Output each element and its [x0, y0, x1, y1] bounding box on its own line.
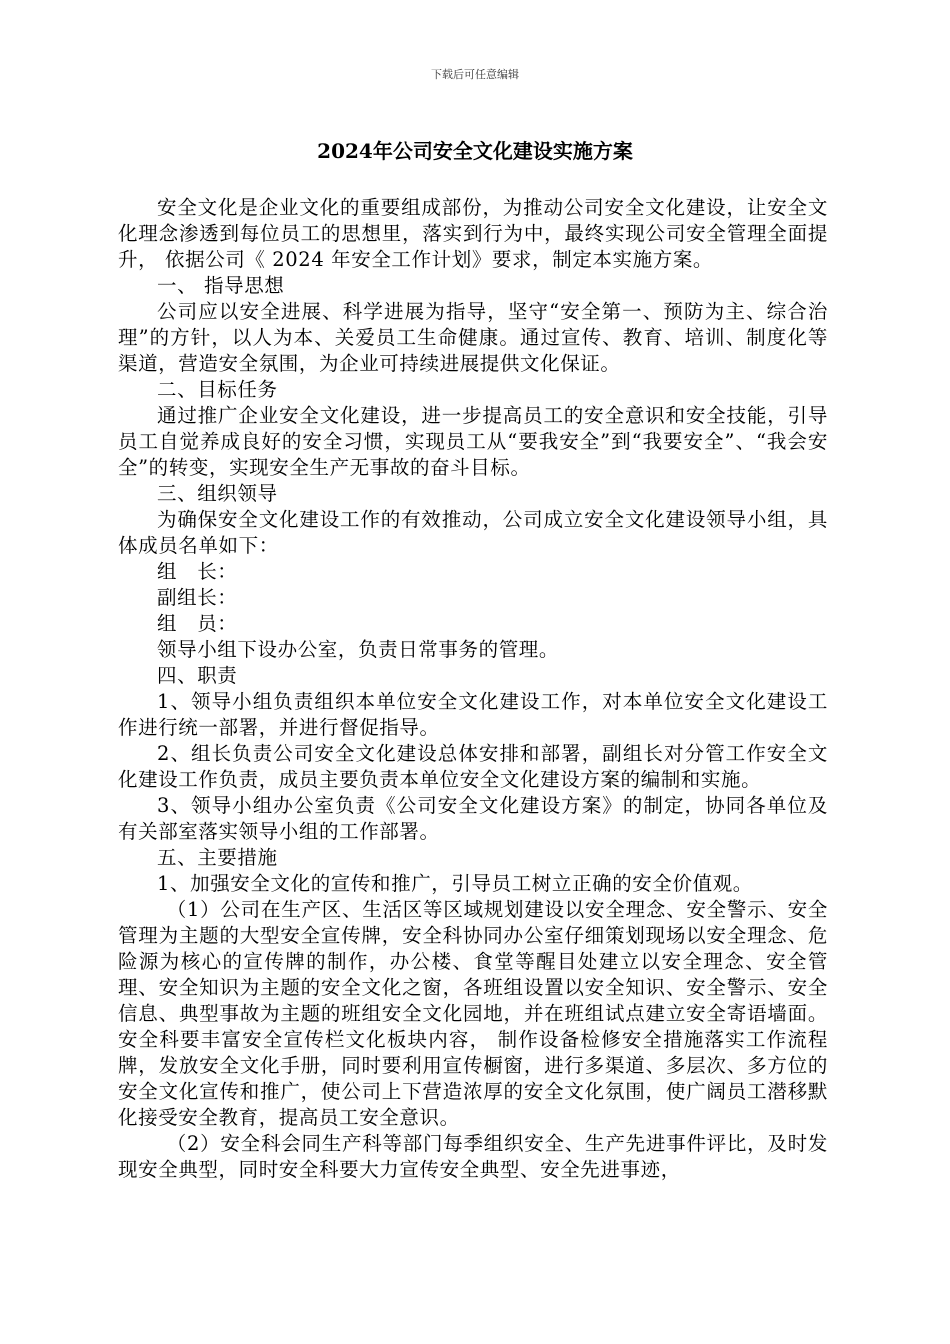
measure-item-1: 1、加强安全文化的宣传和推广，引导员工树立正确的安全价值观。: [157, 872, 753, 895]
intro-paragraph: 安全文化是企业文化的重要组成部份，为推动公司安全文化建设，让安全文化理念渗透到每位员工的思想里，落实到行为中，最终实现公司安全管理全面提升， 依据公司《 2024 年安全工作计划》要求，制定本实施方案。: [118, 196, 828, 271]
section-heading-guiding-ideology: 一、 指导思想: [157, 274, 285, 297]
document-body: [118, 195, 828, 1183]
section-heading-duties: 四、职责: [157, 664, 238, 687]
member-line-members: 组 员：: [157, 612, 238, 635]
section-heading-goals: 二、目标任务: [157, 378, 278, 401]
section-body-guiding-ideology: 公司应以安全进展、科学进展为指导，坚守“安全第一、预防为主、综合治理”的方针，以人为本、关爱员工生命健康。通过宣传、教育、培训、制度化等渠道，营造安全氛围，为企业可持续进展提供文化保证。: [118, 300, 828, 375]
page-header-note: 下载后可任意编辑: [431, 68, 519, 81]
member-line-deputy: 副组长：: [157, 586, 238, 609]
duty-item-3: 3、领导小组办公室负责《公司安全文化建设方案》的制定，协同各单位及有关部室落实领导小组的工作部署。: [118, 794, 828, 843]
section-heading-measures: 五、主要措施: [157, 846, 278, 869]
section-body-goals: 通过推广企业安全文化建设，进一步提高员工的安全意识和安全技能，引导员工自觉养成良好的安全习惯，实现员工从“要我安全”到“我要安全”、“我会安全”的转变，实现安全生产无事故的奋斗目标。: [118, 404, 828, 479]
document-title: 2024年公司安全文化建设实施方案: [317, 139, 633, 163]
section-body-organization: 为确保安全文化建设工作的有效推动，公司成立安全文化建设领导小组，具体成员名单如下：: [118, 508, 828, 557]
section-heading-organization: 三、组织领导: [157, 482, 278, 505]
member-line-leader: 组 长：: [157, 560, 238, 583]
office-note: 领导小组下设办公室，负责日常事务的管理。: [157, 638, 560, 661]
measure-subitem-1: （1）公司在生产区、生活区等区域规划建设以安全理念、安全警示、安全管理为主题的大型安全宣传牌，安全科协同办公室仔细策划现场以安全理念、危险源为核心的宣传牌的制作，办公楼、食堂等醒目处建立以安全理念、安全管理、安全知识为主题的安全文化之窗，各班组设置以安全知识、安全警示、安全信息、典型事故为主题的班组安全文化园地，并在班组试点建立安全寄语墙面。安全科要丰富安全宣传栏文化板块内容， 制作设备检修安全措施落实工作流程牌，发放安全文化手册，同时要利用宣传橱窗，进行多渠道、多层次、多方位的安全文化宣传和推广，使公司上下营造浓厚的安全文化氛围，使广阔员工潜移默化接受安全教育，提高员工安全意识。: [118, 898, 828, 1129]
measure-subitem-2: （2）安全科会同生产科等部门每季组织安全、生产先进事件评比，及时发现安全典型，同时安全科要大力宣传安全典型、安全先进事迹，: [118, 1132, 828, 1181]
duty-item-2: 2、组长负责公司安全文化建设总体安排和部署，副组长对分管工作安全文化建设工作负责，成员主要负责本单位安全文化建设方案的编制和实施。: [118, 742, 828, 791]
duty-item-1: 1、领导小组负责组织本单位安全文化建设工作，对本单位安全文化建设工作进行统一部署，并进行督促指导。: [118, 690, 828, 739]
